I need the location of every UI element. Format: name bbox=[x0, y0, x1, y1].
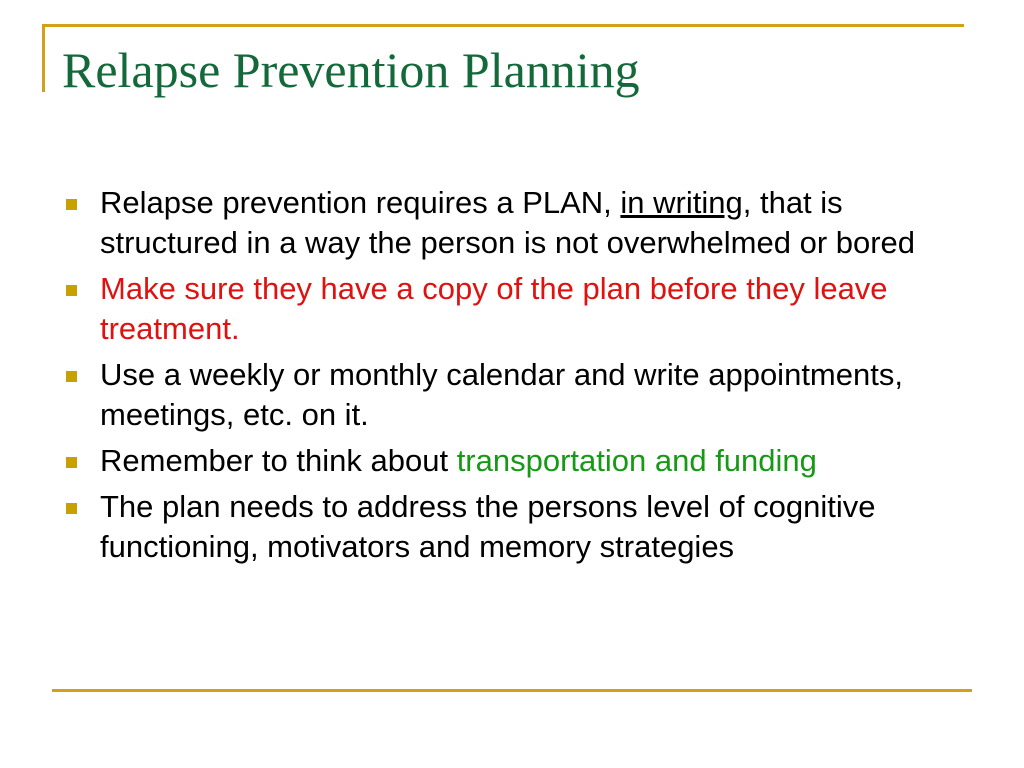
square-bullet-icon bbox=[66, 285, 77, 296]
bullet-list bbox=[62, 183, 972, 573]
bullet-text: Remember to think about bbox=[100, 443, 457, 478]
bullet-text: Make sure they have a copy of the plan before they leave treatment. bbox=[100, 271, 888, 346]
bullet-text: Use a weekly or monthly calendar and write appointments, meetings, etc. on it. bbox=[100, 357, 903, 432]
bullet-text: The plan needs to address the persons level of cognitive functioning, motivators and memory strategies bbox=[100, 489, 876, 564]
bullet-item-copy-of-plan bbox=[62, 269, 972, 349]
frame-left-rule bbox=[42, 24, 45, 92]
square-bullet-icon bbox=[66, 503, 77, 514]
bullet-item-plan-in-writing bbox=[62, 183, 972, 263]
slide-title: Relapse Prevention Planning bbox=[62, 42, 640, 98]
underlined-text: in writing bbox=[620, 185, 743, 220]
frame-bottom-rule bbox=[52, 689, 972, 692]
bullet-item-cognitive-functioning bbox=[62, 487, 972, 567]
bullet-text: , that is structured in a way the person is not overwhelmed or bored bbox=[100, 185, 916, 260]
bullet-item-calendar bbox=[62, 355, 972, 435]
square-bullet-icon bbox=[66, 371, 77, 382]
square-bullet-icon bbox=[66, 457, 77, 468]
bullet-text: Relapse prevention requires a PLAN, bbox=[100, 185, 621, 220]
frame-top-rule bbox=[42, 24, 964, 27]
bullet-item-transportation bbox=[62, 441, 972, 481]
highlighted-text: transportation and funding bbox=[456, 443, 817, 478]
square-bullet-icon bbox=[66, 199, 77, 210]
